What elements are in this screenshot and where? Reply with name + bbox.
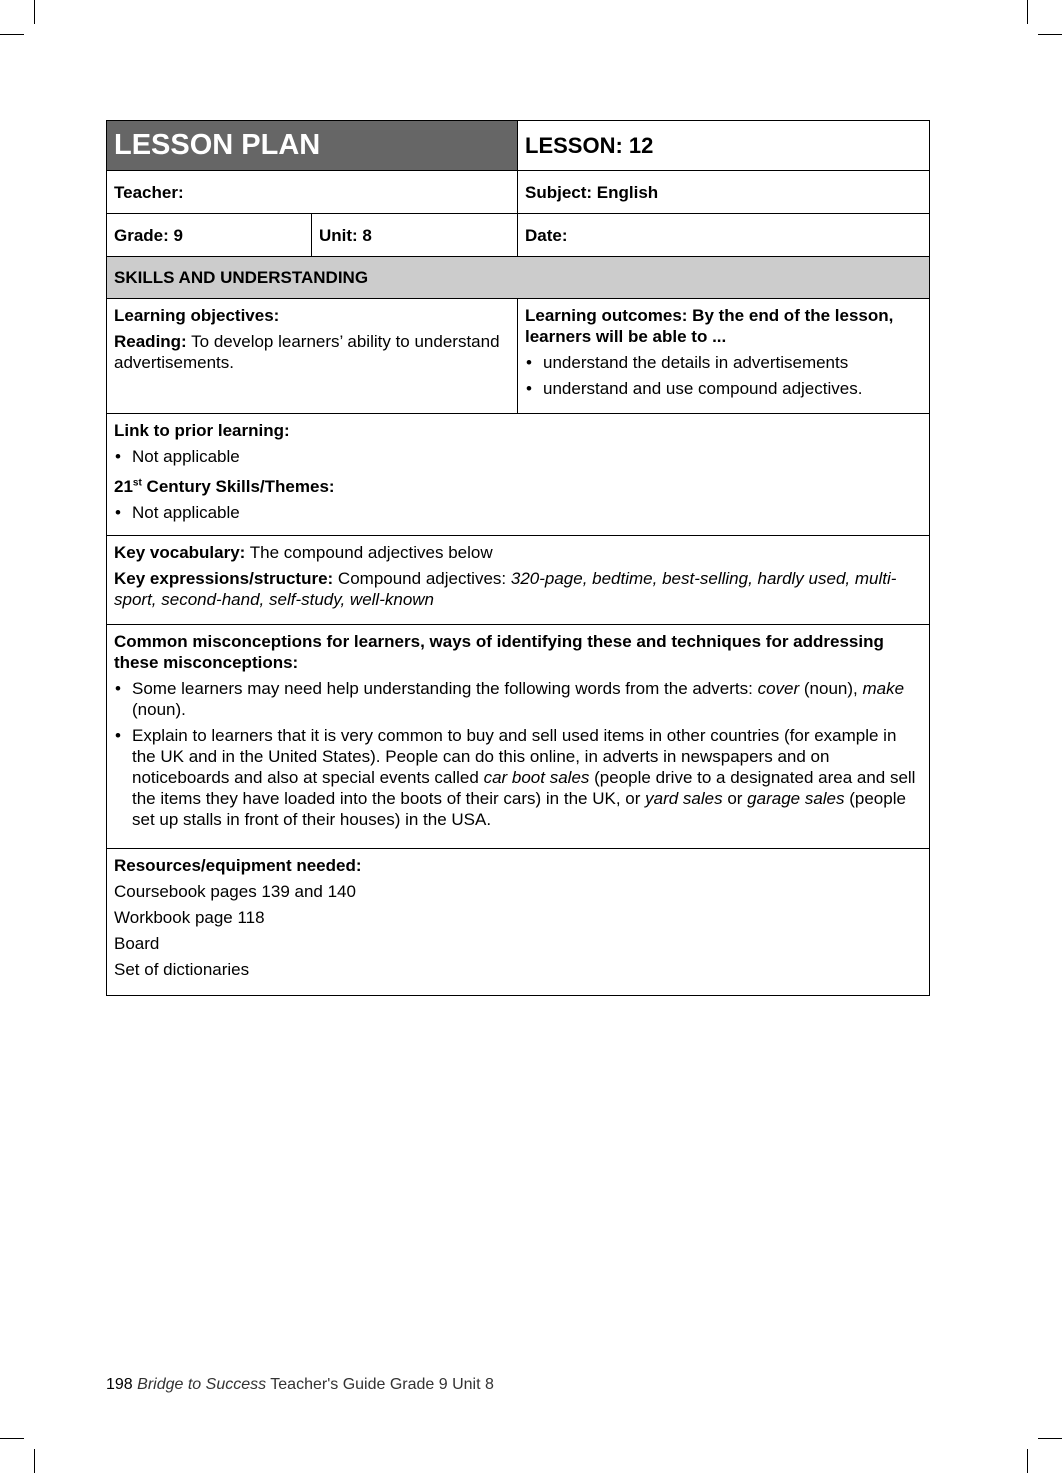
teacher-field: Teacher:	[107, 171, 518, 214]
prior-heading: Link to prior learning:	[114, 421, 290, 440]
skills-sup: st	[132, 477, 142, 488]
list-item	[114, 725, 922, 830]
reading-label: Reading:	[114, 332, 187, 351]
resource-item: Board	[114, 934, 160, 953]
crop-mark	[34, 0, 35, 24]
expr-text: Compound adjectives:	[333, 569, 511, 588]
resources-heading: Resources/equipment needed:	[114, 856, 362, 875]
objectives-heading: Learning objectives:	[114, 306, 280, 325]
list-item	[114, 678, 922, 720]
skills-heading	[114, 477, 335, 496]
outcomes-heading: Learning outcomes: By the end of the lesson, learners will be able to ...	[525, 306, 894, 346]
grade-field: Grade: 9	[107, 214, 312, 257]
text: (people drive to a designated area and sell the items they have loaded into the boots of their cars) in the UK, or	[132, 768, 916, 808]
text: yard sales	[645, 789, 723, 808]
text: car boot sales	[483, 768, 590, 787]
text: or	[722, 789, 748, 808]
text: (people set up stalls in front of their houses) in the USA.	[132, 789, 906, 829]
subject-field: Subject: English	[518, 171, 930, 214]
learning-outcomes	[518, 299, 930, 414]
page-footer	[106, 1376, 494, 1394]
vocab-label: Key vocabulary:	[114, 543, 246, 562]
date-field: Date:	[518, 214, 930, 257]
section-heading: SKILLS AND UNDERSTANDING	[107, 257, 930, 299]
text: (noun).	[132, 700, 186, 719]
resource-item: Coursebook pages 139 and 140	[114, 882, 356, 901]
footer-text: Teacher's Guide Grade 9 Unit 8	[266, 1376, 494, 1393]
resource-item: Workbook page 118	[114, 908, 265, 927]
page-number: 198	[106, 1376, 133, 1393]
misconceptions	[107, 625, 930, 849]
text: Some learners may need help understanding the following words from the adverts:	[132, 679, 758, 698]
text: garage sales	[747, 789, 845, 808]
vocabulary	[107, 536, 930, 625]
lesson-number: LESSON: 12	[518, 121, 930, 171]
skills-text: Century Skills/Themes:	[141, 476, 335, 496]
reading-text: To develop learners’ ability to understand advertisements.	[114, 332, 500, 372]
crop-mark	[1027, 1449, 1028, 1473]
crop-mark	[1038, 1438, 1062, 1439]
text: Explain to learners that it is very common to buy and sell used items in other countries (for example in the UK and in the United States). People can do this online, in adverts in newspapers and on noticeboards and also at special events called	[132, 726, 897, 787]
prior-learning	[107, 414, 930, 536]
list-item: • Not applicable	[114, 446, 922, 467]
expr-label: Key expressions/structure:	[114, 569, 334, 588]
book-title: Bridge to Success	[137, 1376, 267, 1393]
misconceptions-heading: Common misconceptions for learners, ways of identifying these and techniques for addressing these misconceptions:	[114, 632, 884, 672]
text: cover	[757, 679, 800, 698]
expr-words: 320-page, bedtime, best-selling, hardly used, multi-sport, second-hand, self-study, well-known	[114, 569, 897, 609]
resource-item: Set of dictionaries	[114, 960, 250, 979]
unit-field: Unit: 8	[312, 214, 518, 257]
list-item: • understand and use compound adjectives.	[525, 378, 922, 399]
crop-mark	[0, 34, 24, 35]
list-item: • Not applicable	[114, 502, 922, 523]
list-item: • understand the details in advertisements	[525, 352, 922, 373]
text: make	[862, 679, 905, 698]
crop-mark	[34, 1449, 35, 1473]
resources	[107, 849, 930, 996]
crop-mark	[1027, 0, 1028, 24]
crop-mark	[0, 1438, 24, 1439]
lesson-plan-title: LESSON PLAN	[107, 121, 518, 171]
learning-objectives	[107, 299, 518, 414]
text: (noun),	[799, 679, 863, 698]
skills-num: 21	[114, 476, 133, 496]
crop-mark	[1038, 34, 1062, 35]
vocab-text: The compound adjectives below	[245, 543, 493, 562]
lesson-plan-table	[106, 120, 930, 996]
